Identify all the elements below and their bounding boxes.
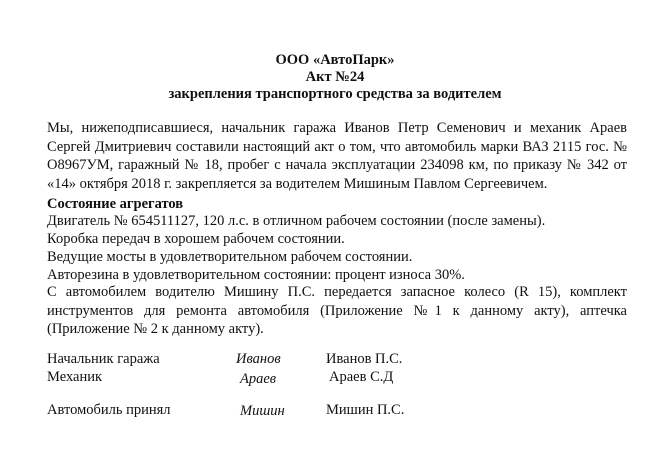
company-name: ООО «АвтоПарк» <box>275 52 395 68</box>
signature-role: Начальник гаража <box>47 351 160 367</box>
signature-handwritten: Араев <box>240 371 277 387</box>
intro-paragraph: Мы, нижеподписавшиеся, начальник гаража Иванов Петр Семенович и механик Араев Сергей Дмитриевич составили настоящий акт о том, что автомобиль марки ВАЗ 2115 гос. № О8967УМ, гаражный № 18, пробег с начала эксплуатации 234098 км, по приказу № 342 от «14» октября 2018 г. закрепляется за водителем Мишиным Павлом Сергеевичем. <box>47 120 627 192</box>
signature-name: Иванов П.С. <box>326 351 403 367</box>
axles-line: Ведущие мосты в удовлетворительном рабочем состоянии. <box>47 249 413 265</box>
signature-role: Автомобиль принял <box>47 402 171 418</box>
engine-line: Двигатель № 654511127, 120 л.с. в отличном рабочем состоянии (после замены). <box>47 213 546 229</box>
gearbox-line: Коробка передач в хорошем рабочем состоянии. <box>47 231 345 247</box>
tires-line: Авторезина в удовлетворительном состоянии: процент износа 30%. <box>47 267 465 283</box>
signature-handwritten: Мишин <box>240 403 285 419</box>
act-subtitle: закрепления транспортного средства за водителем <box>168 86 502 102</box>
signature-role: Механик <box>47 369 103 385</box>
extras-paragraph: С автомобилем водителю Мишину П.С. передается запасное колесо (R 15), комплект инструментов для ремонта автомобиля (Приложение №1 к данному акту), аптечка (Приложение № 2 к данному акту). <box>47 284 627 338</box>
signature-name: Араев С.Д <box>329 369 394 385</box>
aggregates-title: Состояние агрегатов <box>47 196 184 212</box>
act-title: Акт №24 <box>305 69 365 85</box>
signature-name: Мишин П.С. <box>326 402 405 418</box>
signature-handwritten: Иванов <box>236 351 281 367</box>
